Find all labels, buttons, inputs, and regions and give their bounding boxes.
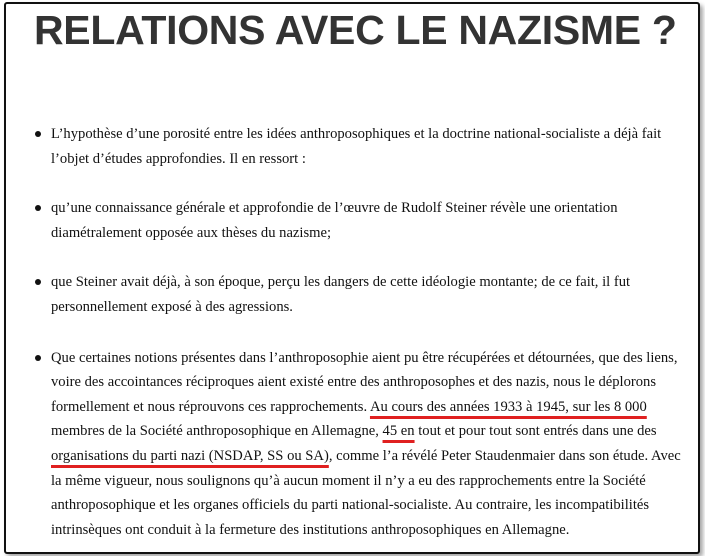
list-item: qu’une connaissance générale et approfondie de l’œuvre de Rudolf Steiner révèle une orientation diamétralement opposée aux thèses du nazisme;	[34, 196, 689, 245]
bullet-list	[34, 122, 689, 542]
list-item: que Steiner avait déjà, à son époque, perçu les dangers de cette idéologie montante; de ce fait, il fut personnellement exposé à des agressions.	[34, 270, 689, 319]
document-frame	[4, 2, 700, 554]
page-title: RELATIONS AVEC LE NAZISME ?	[34, 7, 677, 53]
highlight-organisations: organisations du parti nazi (NSDAP, SS ou SA)	[51, 447, 329, 464]
paragraph-text: tout et pour tout sont entrés dans une des	[418, 423, 657, 440]
paragraph-text: Que certaines notions présentes dans l’anthroposophie aient pu être récupérées et détournées, que des liens, voire des accointances réciproques aient existé entre des anthroposophes et des nazis, nous le déplorons formellement et nous réprouvons ces rapprochements.	[51, 349, 678, 415]
highlight-count: 45 en	[382, 423, 415, 440]
list-item: L’hypothèse d’une porosité entre les idées anthroposophiques et la doctrine national-socialiste a déjà fait l’objet d’études approfondies. Il en ressort :	[34, 122, 689, 171]
highlight-years: Au cours des années 1933 à 1945, sur les 8 000	[369, 398, 647, 415]
list-item-highlighted	[34, 346, 689, 543]
paragraph-text: , comme l’a révélé Peter Staudenmaier dans son étude. Avec la même vigueur, nous soulignons qu’à aucun moment il n’y a eu des rapprochements entre la Société anthroposophique et les organes officiels du parti national-socialiste. Au contraire, les incompatibilités intrinsèques ont conduit à la fermeture des institutions anthroposophiques en Allemagne.	[51, 447, 681, 538]
paragraph-text: membres de la Société anthroposophique en Allemagne,	[51, 423, 379, 440]
